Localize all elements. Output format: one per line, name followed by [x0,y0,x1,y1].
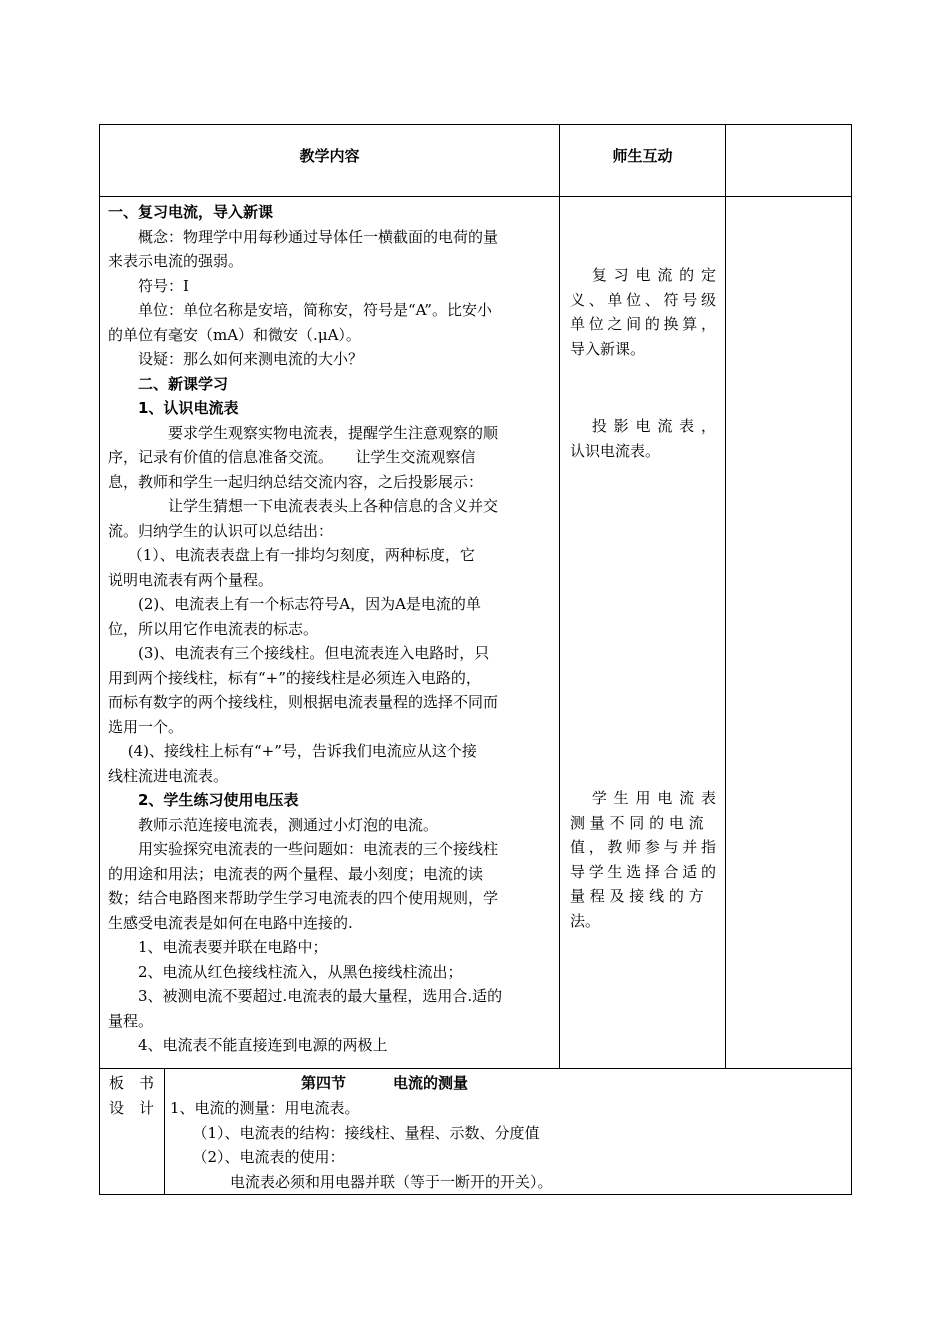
board-line: 电流表必须和用电器并联（等于一断开的开关）。 [170,1173,553,1191]
content-line: 息，教师和学生一起归纳总结交流内容，之后投影展示： [108,472,484,491]
content-line: 位，所以用它作电流表的标志。 [108,619,319,638]
content-line: 2、电流从红色接线柱流入，从黑色接线柱流出； [108,962,463,981]
board-title-name: 电流的测量 [393,1074,469,1092]
content-line: 设疑：那么如何来测电流的大小？ [108,350,364,368]
interaction-block-review [570,263,716,361]
interaction-line: 量 程 及 接 线 的 方 [570,887,704,905]
interaction-line: 复习电流的定 [570,266,716,284]
content-line: 要求学生观察实物电流表，提醒学生注意观察的顺 [108,423,499,442]
content-line: 数；结合电路图来帮助学生学习电流表的四个使用规则，学 [108,889,499,907]
interaction-line: 认识电流表。 [570,441,661,460]
table-border-left [99,124,100,1195]
board-line: 1、电流的测量：用电流表。 [170,1099,360,1117]
table-border-right [851,124,852,1195]
board-line: （2）、电流表的使用： [170,1148,345,1166]
content-line: (4)、接线柱上标有“+”号，告诉我们电流应从这个接 [108,742,477,760]
content-line: 1、电流表要并联在电路中； [108,938,328,956]
content-line: 说明电流表有两个量程。 [108,570,274,589]
interaction-block-practice [570,786,716,933]
interaction-line: 值，教师参与并指 [570,838,716,856]
header-teacher-student-interaction: 师生互动 [612,147,673,165]
section-heading: 1、认识电流表 [108,399,239,417]
board-line: （1）、电流表的结构：接线柱、量程、示数、分度值 [170,1124,540,1142]
header-row-divider [99,196,852,197]
content-line: 教师示范连接电流表，测通过小灯泡的电流。 [108,815,439,834]
board-row-divider [99,1068,852,1069]
interaction-line: 单位之间的换算， [570,315,716,333]
content-line: 的单位有毫安（mA）和微安（.μA）。 [108,325,361,344]
interaction-line: 投影电流表， [570,417,716,435]
board-design-label-line1: 板 书 [109,1074,155,1092]
content-line: 概念：物理学中用每秒通过导体任一横截面的电荷的量 [108,227,499,246]
content-line: 流。归纳学生的认识可以总结出： [108,521,334,540]
content-line: 选用一个。 [108,717,184,736]
content-line: 量程。 [108,1011,154,1030]
content-line: (2)、电流表上有一个标志符号A，因为A是电流的单 [108,595,481,613]
content-line: 符号：I [108,276,189,295]
content-line: 用到两个接线柱，标有“+”的接线柱是必须连入电路的， [108,668,481,687]
interaction-block-projection [570,414,716,463]
content-line: 4、电流表不能直接连到电源的两极上 [108,1036,388,1054]
content-line: 的用途和用法；电流表的两个量程、最小刻度；电流的读 [108,864,484,883]
interaction-line: 导入新课。 [570,339,646,358]
content-line: 序，记录有价值的信息准备交流。 让学生交流观察信 [108,448,476,466]
section-heading: 2、学生练习使用电压表 [108,791,299,809]
content-line: 而标有数字的两个接线柱，则根据电流表量程的选择不同而 [108,693,499,711]
content-line: 线柱流进电流表。 [108,766,229,785]
board-label-divider [164,1068,165,1194]
interaction-line: 学生用电流表 [570,789,716,807]
section-heading: 二、新课学习 [108,374,229,393]
column-divider-2 [725,124,726,1068]
section-heading: 一、复习电流，导入新课 [108,203,274,221]
column-divider-1 [559,124,560,1068]
interaction-line: 义、单位、符号级 [570,290,716,309]
content-line: （1）、电流表表盘上有一排均匀刻度，两种标度，它 [108,546,475,564]
content-line: 用实验探究电流表的一些问题如：电流表的三个接线柱 [108,840,499,858]
content-line: 单位：单位名称是安培，简称安，符号是“A”。比安小 [108,301,492,319]
table-border-top [99,124,852,125]
teaching-content-cell [108,200,551,1058]
content-line: (3)、电流表有三个接线柱。但电流表连入电路时，只 [108,644,490,662]
header-teaching-content: 教学内容 [299,147,360,165]
content-line: 3、被测电流不要超过.电流表的最大量程，选用合.适的 [108,987,503,1005]
interaction-line: 测 量 不 同 的 电 流 [570,813,704,832]
board-design-label-line2: 设 计 [109,1099,155,1117]
content-line: 来表示电流的强弱。 [108,252,244,270]
board-title-section: 第四节 [301,1074,347,1092]
content-line: 让学生猜想一下电流表表头上各种信息的含义并交 [108,497,499,515]
content-line: 生感受电流表是如何在电路中连接的. [108,913,353,932]
interaction-line: 法。 [570,911,601,930]
interaction-line: 导学生选择合适的 [570,862,716,881]
